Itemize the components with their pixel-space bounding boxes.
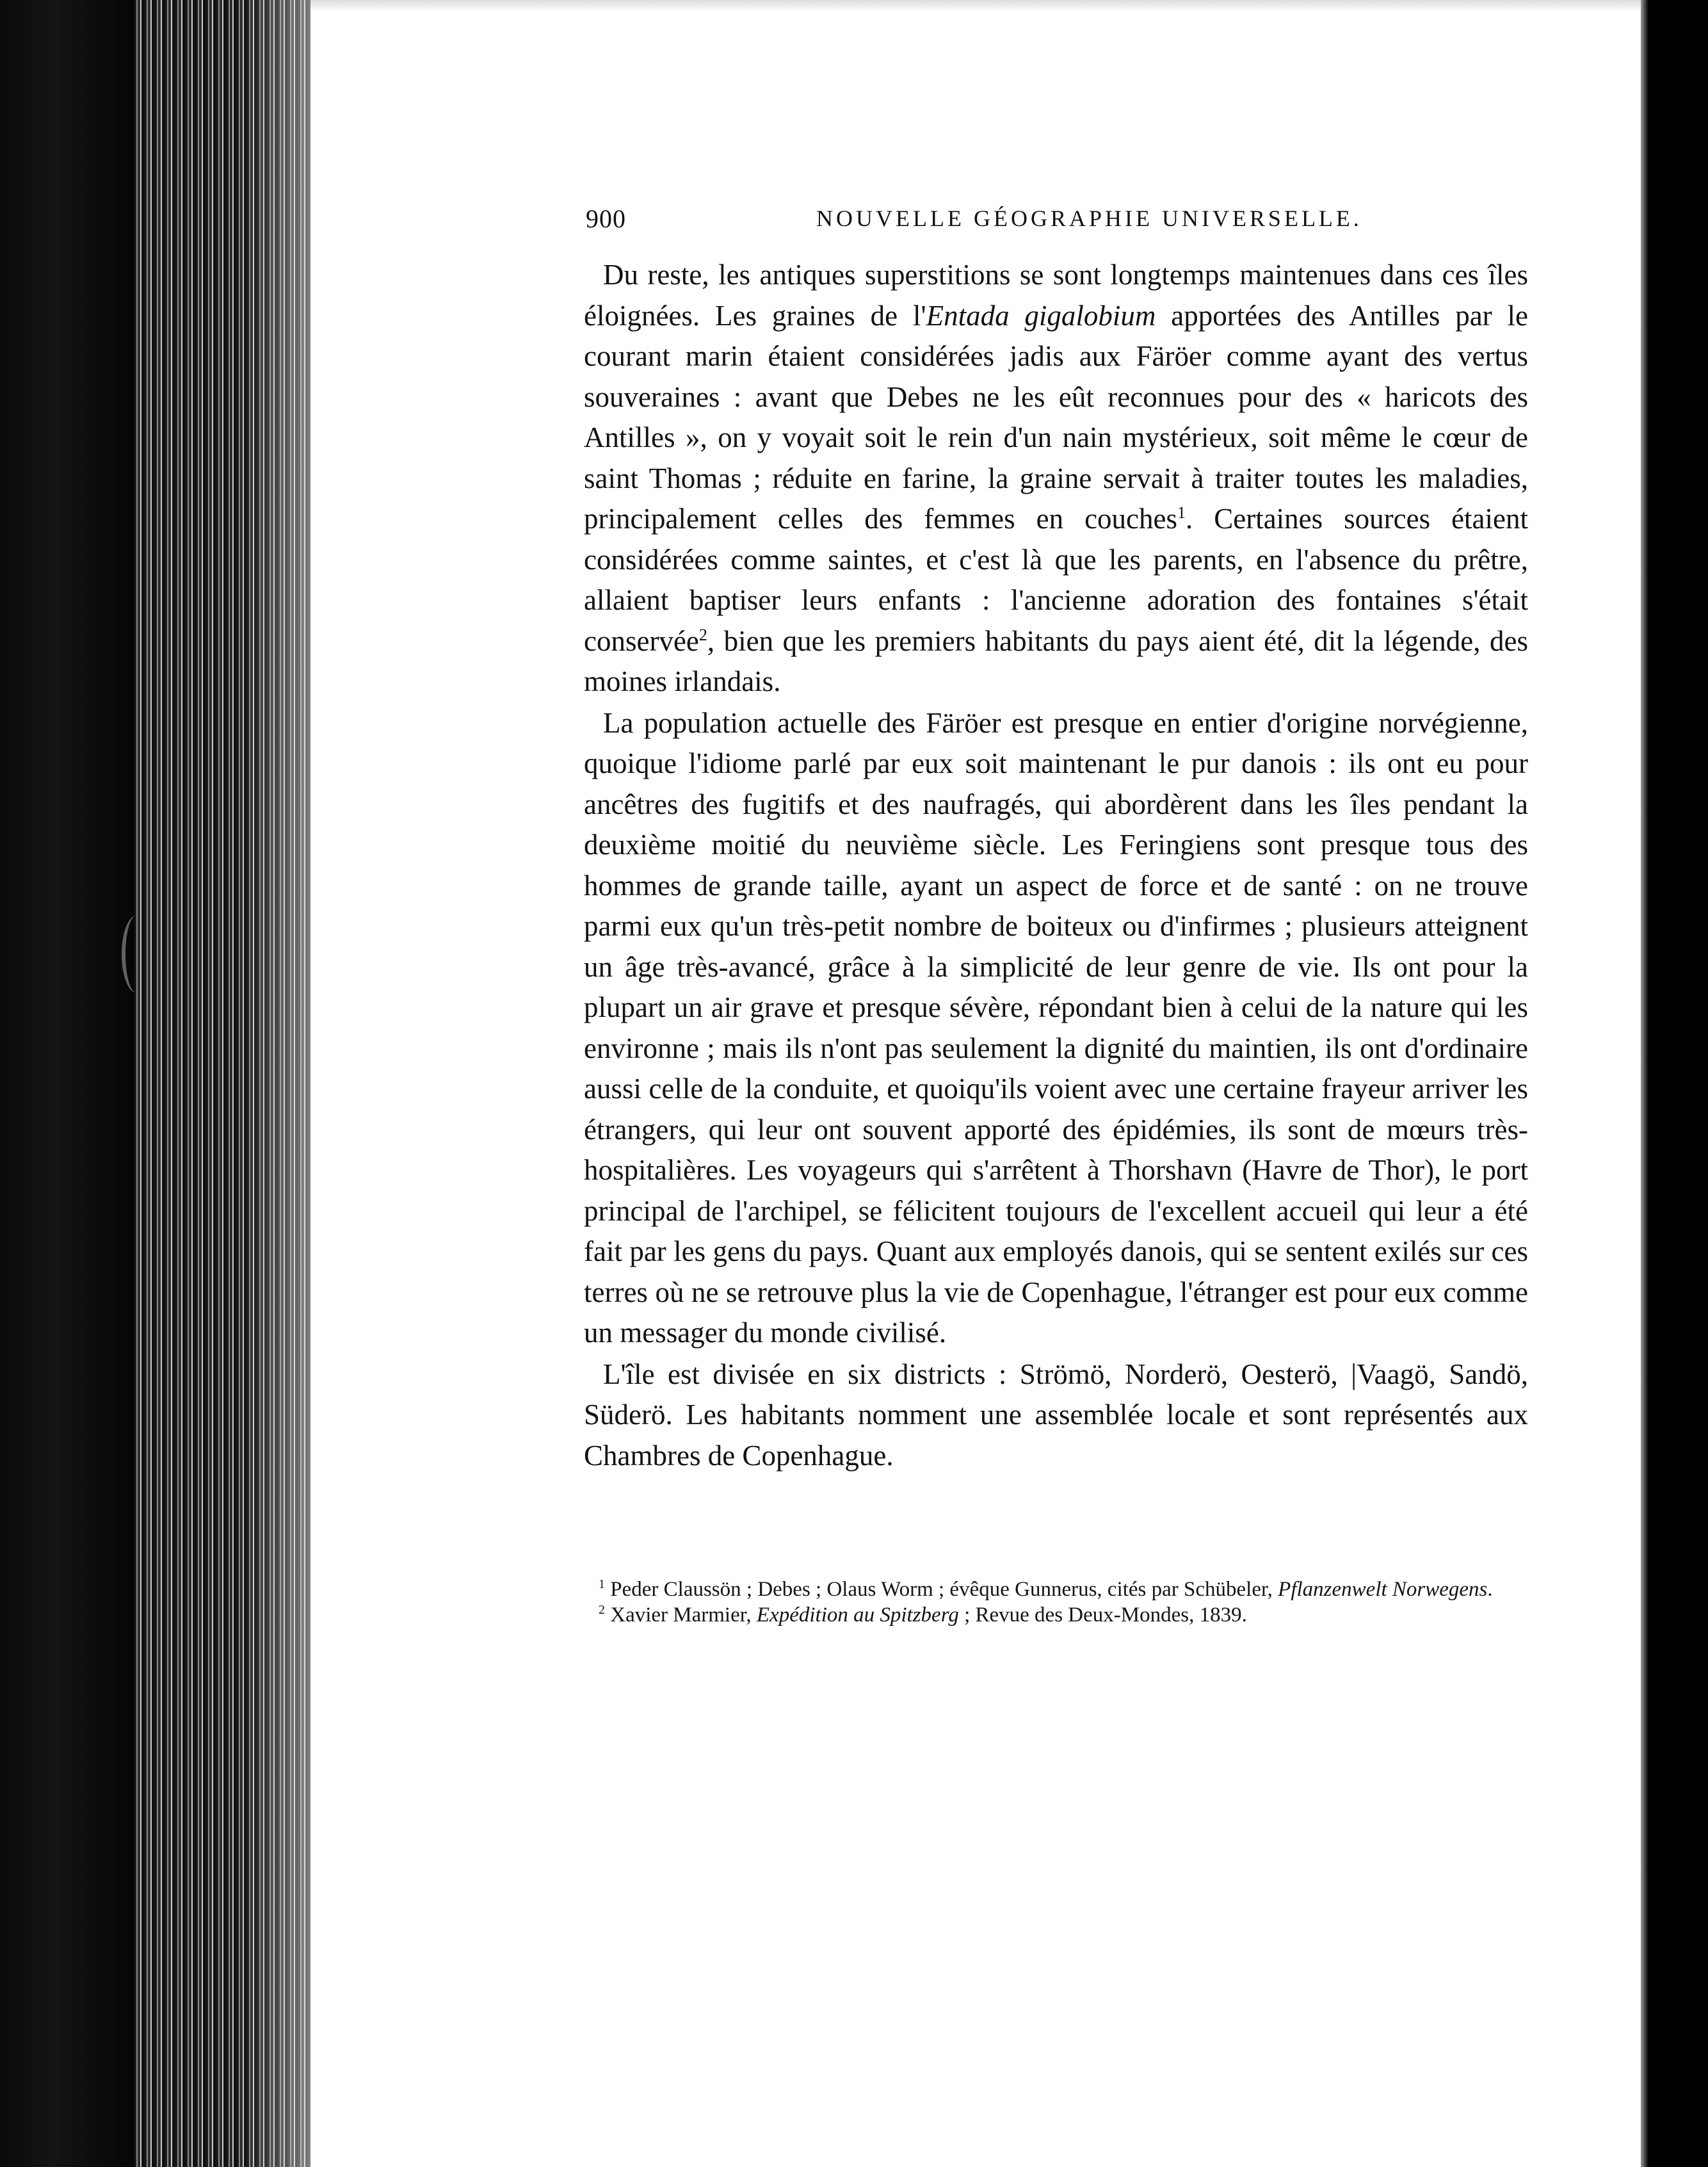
paragraph-text: Du reste, les antiques superstitions se sont longtemps maintenues dans ces îles éloignées. Les graines de l' — [584, 259, 1528, 332]
footnote-1 — [579, 1577, 1524, 1602]
scan-blemish — [122, 916, 151, 993]
footnote-ref-1: 1 — [1177, 503, 1186, 522]
paragraph-superstitions — [584, 255, 1528, 702]
footnote-mark: 1 — [599, 1577, 605, 1591]
running-title: NOUVELLE GÉOGRAPHIE UNIVERSELLE. — [816, 206, 1362, 231]
footnote-text: Peder Claussön ; Debes ; Olaus Worm ; évêque Gunnerus, cités par Schübeler, — [605, 1578, 1278, 1601]
book-spine — [0, 0, 134, 2167]
running-head — [586, 204, 1362, 242]
footnote-title: Expédition au Spitzberg — [756, 1603, 959, 1627]
footnote-ref-2: 2 — [698, 625, 707, 644]
page-edges-shade — [243, 0, 320, 2167]
page-top-edge — [310, 0, 1641, 12]
species-name: Entada gigalobium — [926, 299, 1156, 332]
gutter-line — [1641, 0, 1648, 2167]
paragraph-text: , bien que les premiers habitants du pays aient été, dit la légende, des moines irlandais. — [584, 624, 1528, 697]
footnote-2 — [579, 1602, 1524, 1628]
paragraph-text: . Certaines sources étaient considérées comme saintes, et c'est là que les parents, en l'absence du prêtre, allaient baptiser leurs enfants : l'ancienne adoration des fontaines s'était conservée — [584, 503, 1528, 657]
footnote-text: ; Revue des Deux-Mondes, 1839. — [958, 1603, 1247, 1627]
paragraph-districts: L'île est divisée en six districts : Strömö, Norderö, Oesterö, |Vaagö, Sandö, Süderö. Les habitants nomment une assemblée locale et sont représentés aux Chambres de Copenhague. — [584, 1358, 1528, 1472]
footnote-mark: 2 — [599, 1603, 605, 1617]
next-page-edge — [1641, 0, 1708, 2167]
footnotes — [579, 1577, 1524, 1628]
footnote-text: Xavier Marmier, — [605, 1603, 757, 1627]
page-number: 900 — [586, 204, 626, 233]
paragraph-population: La population actuelle des Färöer est presque en entier d'origine norvégienne, quoique l'idiome parlé par eux soit maintenant le pur danois : ils ont eu pour ancêtres des fugitifs et des naufragés, qui abordèrent dans les îles pendant la deuxième moitié du neuvième siècle. Les Feringiens sont presque tous des hommes de grande taille, ayant un aspect de force et de santé : on ne trouve parmi eux qu'un très-petit nombre de boiteux ou d'infirmes ; plusieurs atteignent un âge très-avancé, grâce à la simplicité de leur genre de vie. Ils ont pour la plupart un air grave et presque sévère, répondant bien à celui de la nature qui les environne ; mais ils n'ont pas seulement la dignité du maintien, ils ont d'ordinaire aussi celle de la conduite, et quoiqu'ils voient avec une certaine frayeur arriver les étrangers, qui leur ont souvent apporté des épidémies, ils sont de mœurs très-hospitalières. Les voyageurs qui s'arrêtent à Thorshavn (Havre de Thor), le port principal de l'archipel, se félicitent toujours de l'excellent accueil qui leur a été fait par les gens du pays. Quant aux employés danois, qui se sentent exilés sur ces terres où ne se retrouve plus la vie de Copenhague, l'étranger est pour eux comme un messager du monde civilisé. — [584, 706, 1528, 1349]
body-text — [584, 255, 1528, 1476]
footnote-text: . — [1487, 1578, 1493, 1601]
paragraph-text: apportées des Antilles par le courant marin étaient considérées jadis aux Färöer comme ayant des vertus souveraines : avant que Debes ne les eût reconnues pour des « haricots des Antilles », on y voyait soit le rein d'un nain mystérieux, soit même le cœur de saint Thomas ; réduite en farine, la graine servait à traiter toutes les maladies, principalement celles des femmes en couches — [584, 299, 1528, 535]
footnote-title: Pflanzenwelt Norwegens — [1278, 1578, 1488, 1601]
